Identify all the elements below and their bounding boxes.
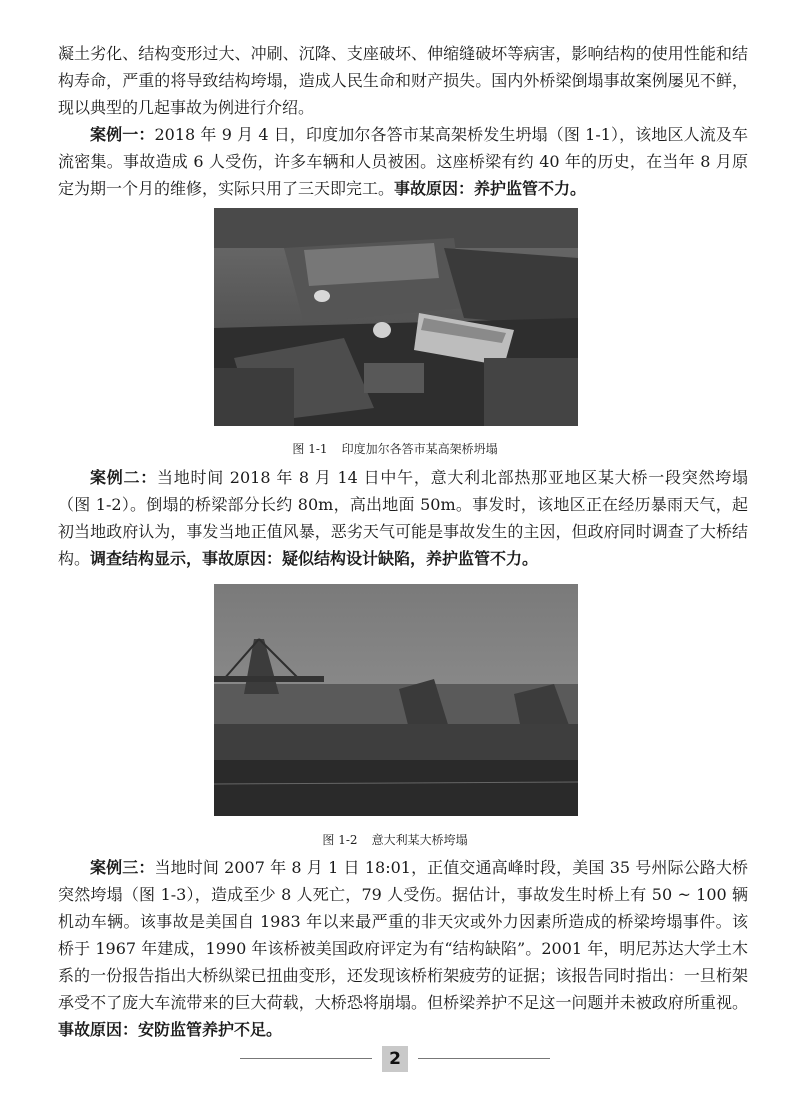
figure-2-photo [214, 584, 578, 816]
footer-rule-left [240, 1058, 372, 1059]
figure-2-caption-text: 意大利某大桥垮塌 [371, 833, 468, 847]
intro-text: 凝土劣化、结构变形过大、冲刷、沉降、支座破坏、伸缩缝破坏等病害，影响结构的使用性能和结构寿命，严重的将导致结构垮塌，造成人民生命和财产损失。国内外桥梁倒塌事故案例屡见不鲜，现以典型的几起事故为例进行介绍。 [58, 44, 748, 117]
collapsed-bridge-photo [214, 584, 578, 816]
case1-paragraph [58, 121, 748, 202]
case3-cause: 事故原因：安防监管养护不足。 [58, 1020, 283, 1039]
footer-rule-right [418, 1058, 550, 1059]
case1-label: 案例一： [90, 125, 155, 144]
figure-1-caption [0, 440, 790, 457]
collapsed-flyover-photo [214, 208, 578, 426]
case2-paragraph [58, 464, 748, 572]
case3-paragraph [58, 854, 748, 1043]
figure-1-number: 图 1-1 [292, 442, 328, 456]
case2-label: 案例二： [90, 468, 157, 487]
case2-cause: 调查结构显示，事故原因：疑似结构设计缺陷，养护监管不力。 [90, 549, 539, 568]
case1-cause: 事故原因：养护监管不力。 [394, 179, 587, 198]
page-footer [0, 1046, 790, 1074]
case3-body: 当地时间 2007 年 8 月 1 日 18:01，正值交通高峰时段，美国 35 号州际公路大桥突然垮塌（图 1-3），造成至少 8 人死亡，79 人受伤。据估计，事故发生时桥上有 50 ~ 100 辆机动车辆。该事故是美国自 1983 年以来最严重的非天灾或外力因素所造成的桥梁垮塌事件。该桥于 1967 年建成，1990 年该桥被美国政府评定为有“结构缺陷”。2001 年，明尼苏达大学土木系的一份报告指出大桥纵梁已扭曲变形，还发现该桥桁架疲劳的证据；该报告同时指出：一旦桁架承受不了庞大车流带来的巨大荷载，大桥恐将崩塌。但桥梁养护不足这一问题并未被政府所重视。 [58, 858, 748, 1012]
figure-1-caption-text: 印度加尔各答市某高架桥坍塌 [341, 442, 498, 456]
intro-paragraph [58, 40, 748, 121]
figure-2-caption [0, 831, 790, 848]
case3-label: 案例三： [90, 858, 155, 877]
figure-2-number: 图 1-2 [322, 833, 358, 847]
page-number: 2 [382, 1046, 408, 1072]
case1-body: 2018 年 9 月 4 日，印度加尔各答市某高架桥发生坍塌（图 1-1），该地区人流及车流密集。事故造成 6 人受伤，许多车辆和人员被困。这座桥梁有约 40 年的历史，在当年 8 月原定为期一个月的维修，实际只用了三天即完工。 [58, 125, 748, 198]
figure-1-photo [214, 208, 578, 426]
case2-body: 当地时间 2018 年 8 月 14 日中午，意大利北部热那亚地区某大桥一段突然垮塌（图 1-2）。倒塌的桥梁部分长约 80m，高出地面 50m。事发时，该地区正在经历暴雨天气，起初当地政府认为，事发当地正值风暴，恶劣天气可能是事故发生的主因，但政府同时调查了大桥结构。 [58, 468, 748, 568]
